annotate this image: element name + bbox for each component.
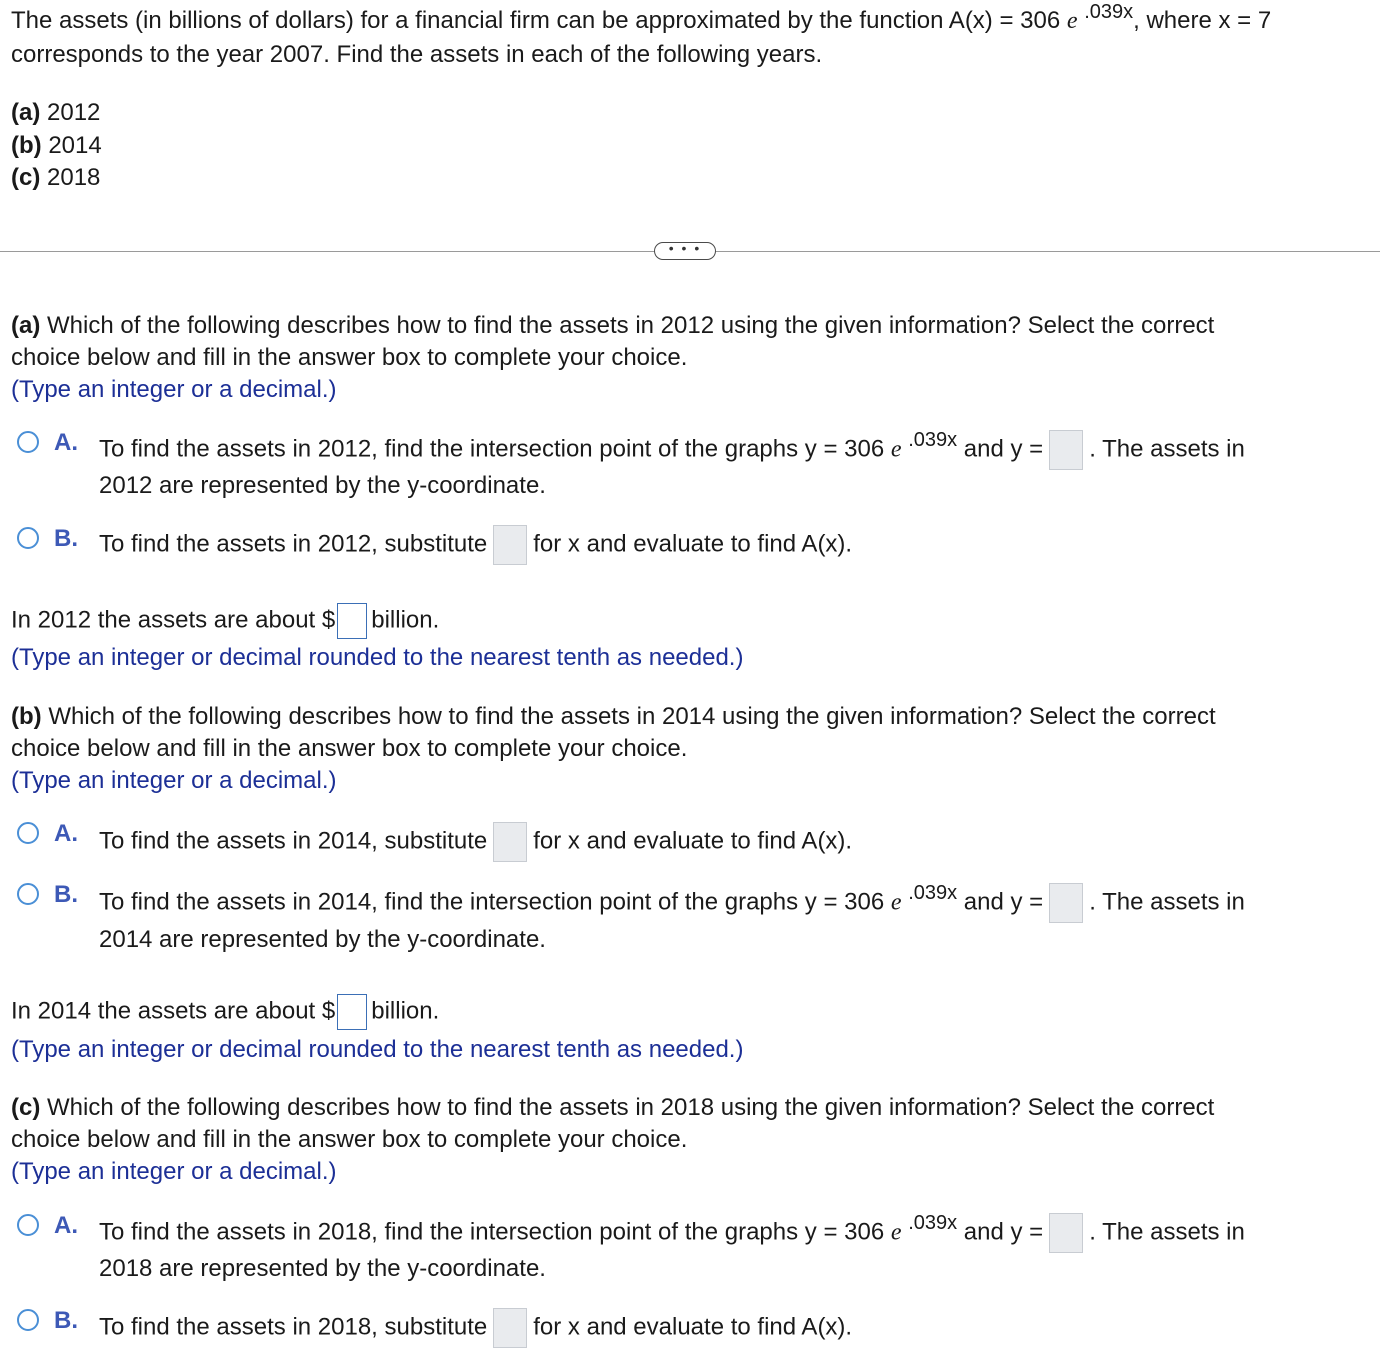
problem-line-1: The assets (in billions of dollars) for a financial firm can be approximated by the function A(x) = 306 e $^{.039x}$, where x = 7 [11, 1, 1272, 34]
part-a-option-b-text: To find the assets in 2012, substitute for x and evaluate to find A(x). [99, 525, 852, 565]
part-b-option-a-text: To find the assets in 2014, substitute for x and evaluate to find A(x). [99, 822, 852, 862]
part-b-option-a-radio[interactable] [17, 822, 39, 844]
part-c-option-b-letter: B. [54, 1307, 78, 1334]
part-a-answer-input[interactable] [337, 603, 367, 639]
part-c-option-b-text: To find the assets in 2018, substitute for x and evaluate to find A(x). [99, 1308, 852, 1348]
part-b-option-a-input[interactable] [493, 822, 527, 862]
part-a-answer-hint: (Type an integer or decimal rounded to the nearest tenth as needed.) [11, 644, 744, 671]
part-c-option-b-input[interactable] [493, 1308, 527, 1348]
euler-e: e [1066, 8, 1078, 34]
part-a-question-line-1: (a) Which of the following describes how to find the assets in 2012 using the given information? Select the correct [11, 312, 1215, 339]
exponent: .039x [1084, 1, 1134, 23]
part-c-option-a-letter: A. [54, 1212, 78, 1239]
problem-line-2: corresponds to the year 2007. Find the assets in each of the following years. [11, 41, 823, 68]
part-b-option-b-letter: B. [54, 881, 78, 908]
part-c-option-a-line-2: 2018 are represented by the y-coordinate. [99, 1255, 546, 1282]
part-a-option-a-input[interactable] [1049, 430, 1083, 470]
part-c-question-line-2: choice below and fill in the answer box to complete your choice. [11, 1126, 688, 1153]
part-a-option-b-letter: B. [54, 525, 78, 552]
part-a-option-a-radio[interactable] [17, 431, 39, 453]
part-b-answer: In 2014 the assets are about $ billion. [11, 994, 439, 1030]
part-b-option-b-input[interactable] [1049, 883, 1083, 923]
part-c-question-line-1: (c) Which of the following describes how to find the assets in 2018 using the given information? Select the correct [11, 1094, 1215, 1121]
part-c-option-a-text: To find the assets in 2018, find the intersection point of the graphs y = 306 e $^{.039x}$ and y = . The assets in [99, 1213, 1245, 1253]
part-a-hint: (Type an integer or a decimal.) [11, 376, 337, 403]
part-b-option-b-radio[interactable] [17, 883, 39, 905]
problem-item-a: (a) 2012 [11, 99, 101, 126]
part-b-hint: (Type an integer or a decimal.) [11, 767, 337, 794]
part-a-option-a-text: To find the assets in 2012, find the intersection point of the graphs y = 306 e $^{.039x}$ and y = . The assets in [99, 430, 1245, 470]
more-button[interactable]: • • • [654, 242, 716, 260]
part-a-question-line-2: choice below and fill in the answer box to complete your choice. [11, 344, 688, 371]
part-b-answer-input[interactable] [337, 994, 367, 1030]
part-b-question-line-1: (b) Which of the following describes how to find the assets in 2014 using the given information? Select the correct [11, 703, 1216, 730]
part-a-option-a-letter: A. [54, 429, 78, 456]
problem-item-b: (b) 2014 [11, 132, 102, 159]
part-b-option-b-line-2: 2014 are represented by the y-coordinate. [99, 926, 546, 953]
part-a-answer: In 2012 the assets are about $ billion. [11, 603, 439, 639]
part-b-answer-hint: (Type an integer or decimal rounded to the nearest tenth as needed.) [11, 1036, 744, 1063]
part-b-question-line-2: choice below and fill in the answer box to complete your choice. [11, 735, 688, 762]
part-a-option-b-radio[interactable] [17, 527, 39, 549]
problem-item-c: (c) 2018 [11, 164, 101, 191]
part-a-option-a-line-2: 2012 are represented by the y-coordinate. [99, 472, 546, 499]
part-c-hint: (Type an integer or a decimal.) [11, 1158, 337, 1185]
part-b-option-b-text: To find the assets in 2014, find the intersection point of the graphs y = 306 e $^{.039x}$ and y = . The assets in [99, 883, 1245, 923]
part-a-option-b-input[interactable] [493, 525, 527, 565]
part-c-option-a-radio[interactable] [17, 1214, 39, 1236]
part-c-option-b-radio[interactable] [17, 1309, 39, 1331]
part-c-option-a-input[interactable] [1049, 1213, 1083, 1253]
part-b-option-a-letter: A. [54, 820, 78, 847]
